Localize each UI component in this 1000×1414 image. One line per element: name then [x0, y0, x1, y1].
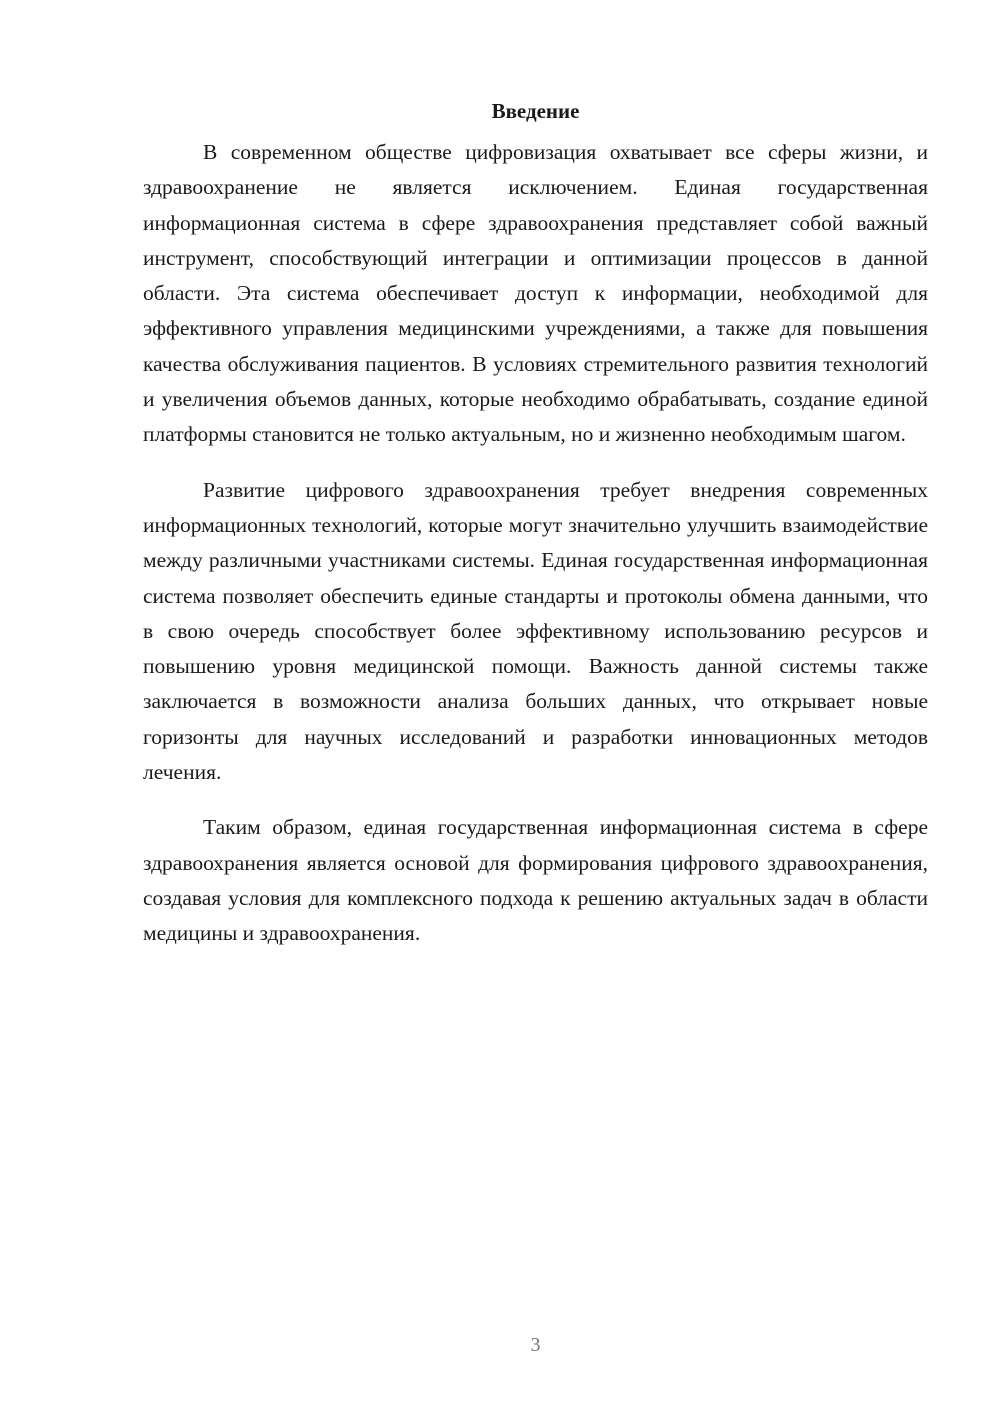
- paragraph-3: Таким образом, единая государственная информационная система в сфере здравоохранения является основой для формирования цифрового здравоохранения, создавая условия для комплексного подхода к решению актуальных задач в области медицины и здравоохранения.: [143, 815, 928, 946]
- page-number: 3: [530, 1334, 541, 1356]
- page-content: [143, 94, 928, 972]
- section-title: Введение: [491, 99, 580, 123]
- paragraph-1: В современном обществе цифровизация охватывает все сферы жизни, и здравоохранение не является исключением. Единая государственная информационная система в сфере здравоохранения представляет собой важный инструмент, способствующий интеграции и оптимизации процессов в данной области. Эта система обеспечивает доступ к информации, необходимой для эффективного управления медицинскими учреждениями, а также для повышения качества обслуживания пациентов. В условиях стремительного развития технологий и увеличения объемов данных, которые необходимо обрабатывать, создание единой платформы становится не только актуальным, но и жизненно необходимым шагом.: [143, 140, 928, 447]
- paragraph-2: Развитие цифрового здравоохранения требует внедрения современных информационных технологий, которые могут значительно улучшить взаимодействие между различными участниками системы. Единая государственная информационная система позволяет обеспечить единые стандарты и протоколы обмена данными, что в свою очередь способствует более эффективному использованию ресурсов и повышению уровня медицинской помощи. Важность данной системы также заключается в возможности анализа больших данных, что открывает новые горизонты для научных исследований и разработки инновационных методов лечения.: [143, 477, 928, 785]
